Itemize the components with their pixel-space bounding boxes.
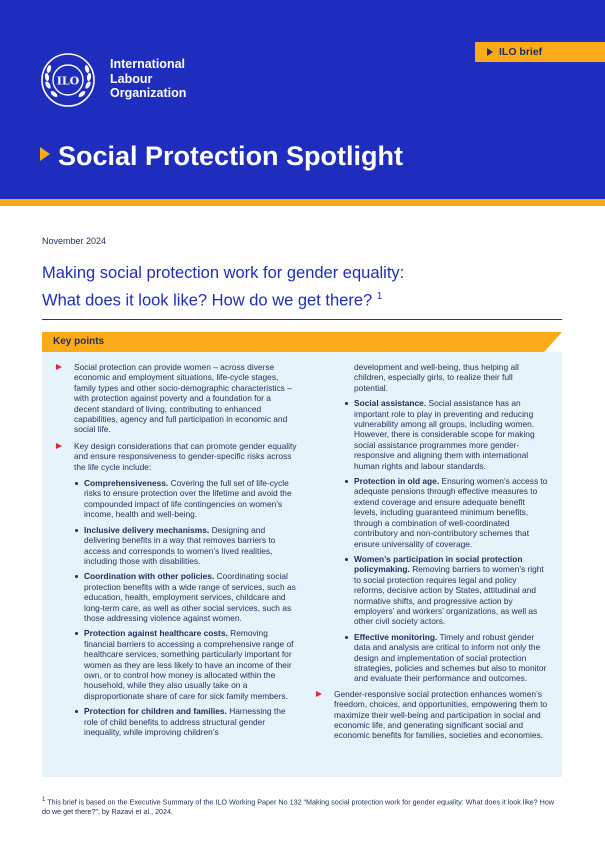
sub-point-text: Covering the full set of life-cycle risks to ensure protection over the lifetime and avoid the compounded impact of life contingencies on women’s income, health and well-being. (84, 478, 292, 520)
sub-point-title: Coordination with other policies. (84, 571, 215, 582)
sub-point-text: Designing and delivering benefits in a way that removes barriers to access and corresponds to women’s lived realities, including those with disabilities. (84, 524, 276, 566)
sub-point-title: Protection against healthcare costs. (84, 628, 228, 639)
sub-point-title: Protection for children and families. (84, 706, 227, 717)
header-notch (544, 332, 562, 352)
footnote-ref[interactable]: 1 (376, 291, 383, 302)
sub-point-monitoring (324, 632, 548, 684)
sub-point-participation (324, 554, 548, 627)
sub-point-text: Ensuring women’s access to adequate pensions through effective measures to extend coverage and ensure adequate benefit levels, including guaranteed minimum benefits, through a combination of well-coordinated contributory and non-contributory schemes that ensure universality of coverage. (354, 476, 548, 549)
key-points-right-column (324, 362, 548, 747)
ilo-logo-icon (40, 52, 96, 108)
sub-point-coordination (54, 571, 298, 623)
title-line: Making social protection work for gender equality: (42, 264, 405, 282)
brief-tag-label: ILO brief (499, 46, 543, 58)
sub-point-title: Effective monitoring. (354, 631, 438, 642)
key-point-bullet: Key design considerations that can promote gender equality and ensure responsiveness to gender-specific risks across the life cycle include: (54, 441, 298, 472)
organization-name (110, 57, 186, 101)
sub-point-text: Social assistance has an important role to play in preventing and reducing vulnerability among all groups, including women. However, there is considerable scope for making social assistance programmes more gender-responsive and aligning them with international human rights and labour standards. (354, 398, 535, 471)
header-banner (0, 0, 605, 206)
sub-point-title: Comprehensiveness. (84, 478, 169, 489)
key-points-header (42, 332, 544, 352)
sub-point-healthcare (54, 628, 298, 701)
org-name-line: Labour (110, 71, 153, 86)
key-points-panel (42, 352, 562, 777)
sub-point-children (54, 706, 298, 737)
sub-point-title: Women’s participation in social protection policymaking. (354, 553, 523, 575)
footnote-text: This brief is based on the Executive Summary of the ILO Working Paper No 132 “Making social protection work for gender equality: What does it look like? How do we get there?”, by Razavi et al., 2024. (42, 797, 555, 817)
org-name-line: International (110, 57, 186, 71)
publication-date: November 2024 (42, 236, 107, 246)
sub-point-social-assistance (324, 398, 548, 471)
key-point-bullet: Gender-responsive social protection enhances women’s freedom, choices, and opportunities, empowering them to maximize their well-being and participation in social and economic life, and generating significant social and economic benefits for families, societies and economies. (314, 689, 548, 741)
key-point-bullet: Social protection can provide women – across diverse economic and employment situations, life-cycle stages, family types and other socio-demographic characteristics – with protection against poverty and a foundation for a decent standard of living, contributing to enhanced capabilities, agency and full participation in economic and social life. (54, 362, 298, 435)
title-line (42, 285, 562, 313)
footnote (42, 795, 562, 817)
key-points-heading: Key points (53, 336, 105, 347)
footnote-mark: 1 (42, 797, 46, 803)
logo-text: ILO (56, 74, 80, 88)
triangle-icon (40, 147, 50, 161)
sub-point-text: Removing barriers to women’s right to social protection requires legal and policy reforms, decisive action by States, attitudinal and normative shifts, and progressive action by employers’ and workers’ organizations, as well as other civil society actors. (354, 564, 544, 627)
triangle-icon (487, 48, 493, 56)
key-points-left-column (54, 362, 298, 742)
sub-point-text: Harnessing the role of child benefits to address structural gender inequality, while improving children’s (84, 706, 286, 737)
sub-point-title: Inclusive delivery mechanisms. (84, 524, 210, 535)
title-line-text: What does it look like? How do we get there? (42, 291, 373, 310)
sub-point-title: Social assistance. (354, 398, 427, 409)
ilo-brief-tag (475, 42, 605, 62)
sub-point-text: Timely and robust gender data and analysis are critical to inform not only the design and implementation of social protection strategies, policies and schemes but also to monitor and evaluate their performance and outcomes. (354, 631, 547, 684)
header-stripe (0, 199, 605, 206)
sub-point-delivery (54, 525, 298, 567)
org-name-line: Organization (110, 86, 187, 100)
series-title-text: Social Protection Spotlight (58, 141, 404, 171)
sub-point-text: Removing financial barriers to accessing a comprehensive range of healthcare services, something particularly important for women as they are less likely to have an income of their own, or to control how money is allocated within the household, while they also usually take on a disproportionate share of care for sick family members. (84, 628, 294, 701)
sub-point-children-continued: development and well-being, thus helping all children, especially girls, to realize their full potential. (354, 362, 519, 393)
title-divider (42, 319, 562, 320)
sub-point-title: Protection in old age. (354, 476, 440, 487)
series-title (40, 141, 403, 172)
sub-point-comprehensiveness (54, 478, 298, 520)
brief-title (42, 262, 562, 313)
sub-point-text: Coordinating social protection benefits with a wide range of services, such as education, health, employment services, childcare and long-term care, as well as other social services, such as those addressing violence against women. (84, 571, 296, 623)
sub-point-old-age (324, 476, 548, 549)
